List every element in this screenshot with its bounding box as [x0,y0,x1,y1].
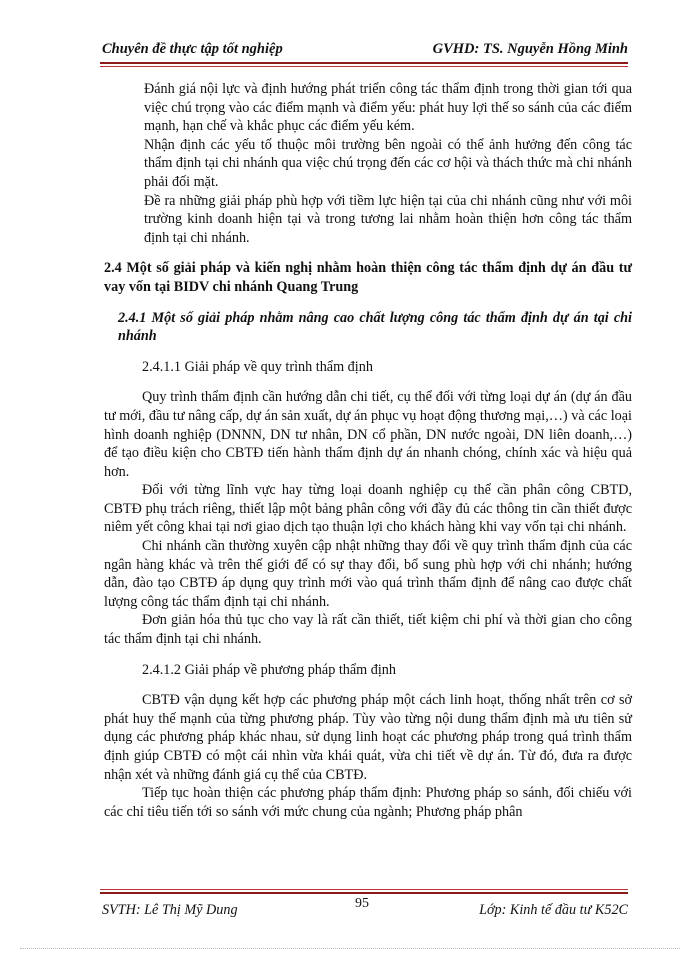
header-rule-thin [100,66,628,67]
page-bottom-border [20,948,680,949]
page-number: 95 [355,896,369,911]
body-paragraph: Quy trình thẩm định cần hướng dẫn chi tiết, cụ thể đối với từng loại dự án (dự án đầu tư mới, đầu tư nâng cấp, dự án sản xuất, dự án phục vụ hoạt động thương mại,…) và các loại hình doanh nghiệp (DNNN, DN tư nhân, DN cổ phần, DN nước ngoài, DN liên doanh,…) để tạo điều kiện cho CBTĐ tiến hành thẩm định dự án nhanh chóng, chính xác và hiệu quả hơn. [104,389,632,480]
body-paragraph: Tiếp tục hoàn thiện các phương pháp thẩm định: Phương pháp so sánh, đối chiếu với các chỉ tiêu tiến tới so sánh với mức chung của ngành; Phương pháp phân [104,785,632,820]
body-paragraph: Chi nhánh cần thường xuyên cập nhật những thay đổi về quy trình thẩm định của các ngân hàng khác và trên thế giới để có sự thay đổi, bổ sung phù hợp với chi nhánh; hướng dẫn, đào tạo CBTĐ áp dụng quy trình mới vào quá trình thẩm định để nâng cao được chất lượng công tác thẩm định tại chi nhánh. [104,538,632,610]
body-paragraph: CBTĐ vận dụng kết hợp các phương pháp một cách linh hoạt, thống nhất trên cơ sở phát huy thế mạnh của từng phương pháp. Tùy vào từng nội dung thẩm định mà ưu tiên sử dụng các phương pháp khác nhau, sử dụng linh hoạt các phương pháp trong quá trình thẩm định giúp CBTĐ có một cái nhìn vừa khái quát, vừa chi tiết về dự án. Từ đó, đưa ra được nhận xét và những đánh giá cụ thể của CBTĐ. [104,692,632,783]
page-footer [100,898,628,918]
bullet-paragraph: Nhận định các yếu tố thuộc môi trường bên ngoài có thể ảnh hưởng đến công tác thẩm định tại chi nhánh qua việc chú trọng đến các cơ hội và thách thức mà chi nhánh phải đối mặt. [144,136,632,190]
header-rule-thick [100,62,628,64]
footer-class: Lớp: Kinh tế đầu tư K52C [479,902,628,918]
section-heading-2-4: 2.4 Một số giải pháp và kiến nghị nhằm hoàn thiện công tác thẩm định dự án đầu tư vay vốn tại BIDV chi nhánh Quang Trung [104,260,632,295]
page-body [104,80,632,821]
page-header [100,38,628,60]
body-paragraph: Đối với từng lĩnh vực hay từng loại doanh nghiệp cụ thể cần phân công CBTD, CBTĐ phụ trách riêng, thiết lập một bảng phân công với đầy đủ các thông tin cần thiết được niêm yết công khai tại nơi giao dịch tạo thuận lợi cho khách hàng khi vay vốn tại chi nhánh. [104,482,632,536]
footer-student: SVTH: Lê Thị Mỹ Dung [102,902,238,918]
subsection-heading-2-4-1-1: 2.4.1.1 Giải pháp về quy trình thẩm định [142,358,373,375]
body-paragraph: Đơn giản hóa thủ tục cho vay là rất cần thiết, tiết kiệm chi phí và thời gian cho công tác thẩm định tại chi nhánh. [104,612,632,648]
section-heading-2-4-1: 2.4.1 Một số giải pháp nhằm nâng cao chất lượng công tác thẩm định dự án tại chi nhánh [118,309,632,345]
header-title: Chuyên đề thực tập tốt nghiệp [102,41,283,57]
footer-rule-thin [100,889,628,890]
subsection-heading-2-4-1-2: 2.4.1.2 Giải pháp về phương pháp thẩm định [142,661,396,678]
header-advisor: GVHD: TS. Nguyễn Hồng Minh [432,41,628,57]
bullet-paragraph: Đề ra những giải pháp phù hợp với tiềm lực hiện tại của chi nhánh cũng như với môi trường kinh doanh hiện tại và trong tương lai nhằm hoàn thiện hơn công tác thẩm định tại chi nhánh. [144,192,632,246]
bullet-paragraph: Đánh giá nội lực và định hướng phát triển công tác thẩm định trong thời gian tới qua việc chú trọng vào các điểm mạnh và điểm yếu: phát huy lợi thế so sánh của các điểm mạnh, hạn chế và khắc phục các điểm yếu kém. [144,81,632,135]
